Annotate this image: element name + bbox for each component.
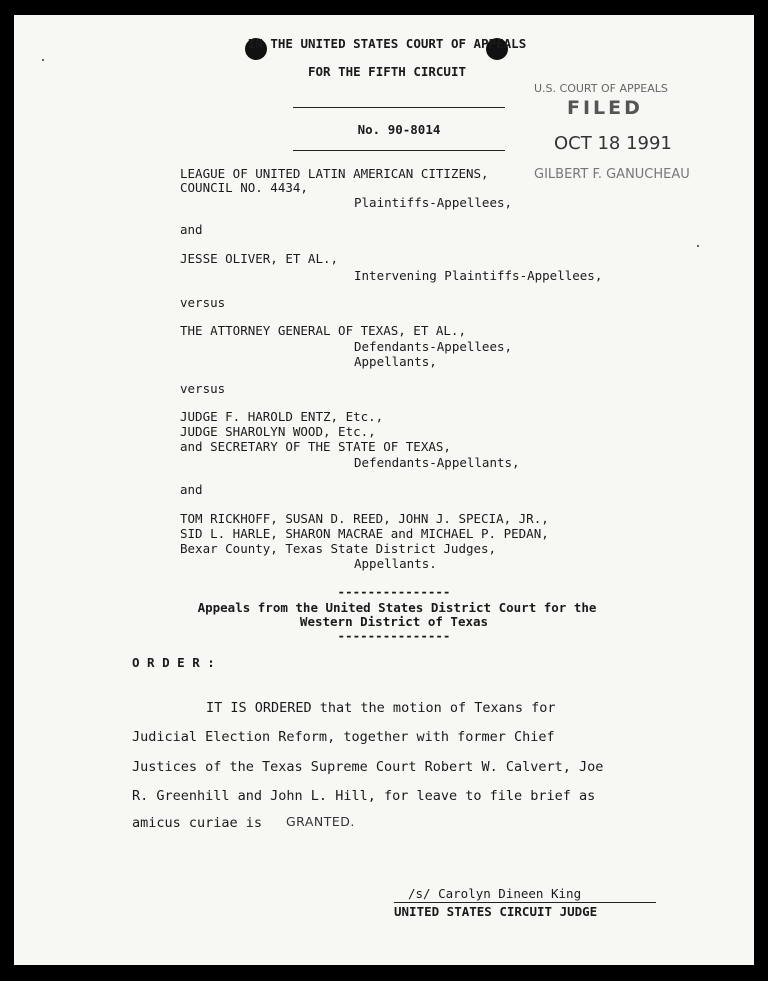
- party-entz-line2: JUDGE SHAROLYN WOOD, Etc.,: [180, 424, 376, 439]
- party-lulac-line1: LEAGUE OF UNITED LATIN AMERICAN CITIZENS,: [180, 166, 489, 181]
- party-rickhoff-role: Appellants.: [354, 556, 437, 571]
- party-rickhoff-line3: Bexar County, Texas State District Judges,: [180, 541, 497, 556]
- speck: [42, 59, 44, 61]
- order-line: Judicial Election Reform, together with former Chief: [132, 729, 555, 745]
- party-attorney-general-role1: Defendants-Appellees,: [354, 339, 513, 354]
- appeal-heading-line1: Appeals from the United States District Court for the: [197, 600, 597, 615]
- party-lulac-line2: COUNCIL NO. 4434,: [180, 180, 308, 195]
- appeal-heading-line2: Western District of Texas: [299, 614, 489, 629]
- divider-dashes-bottom: ---------------: [337, 628, 451, 643]
- order-line: amicus curiae is: [132, 815, 263, 831]
- conjunction-versus: versus: [180, 295, 226, 310]
- party-lulac-role: Plaintiffs-Appellees,: [354, 195, 513, 210]
- stamp-filed: FILED: [567, 97, 643, 119]
- party-entz-line1: JUDGE F. HAROLD ENTZ, Etc.,: [180, 409, 384, 424]
- party-entz-role: Defendants-Appellants,: [354, 455, 520, 470]
- signature-title: UNITED STATES CIRCUIT JUDGE: [394, 904, 598, 919]
- circuit-title: FOR THE FIFTH CIRCUIT: [307, 64, 467, 79]
- conjunction-and: and: [180, 222, 203, 237]
- stamp-date: OCT 18 1991: [554, 133, 672, 154]
- party-oliver: JESSE OLIVER, ET AL.,: [180, 251, 339, 266]
- stamp-court: U.S. COURT OF APPEALS: [534, 82, 668, 95]
- order-line: Justices of the Texas Supreme Court Robert W. Calvert, Joe: [132, 759, 604, 775]
- court-title: IN THE UNITED STATES COURT OF APPEALS: [247, 36, 527, 51]
- party-attorney-general-role2: Appellants,: [354, 354, 437, 369]
- order-line: IT IS ORDERED that the motion of Texans for: [206, 700, 556, 716]
- document-page: [14, 15, 754, 965]
- order-heading: O R D E R :: [132, 655, 215, 670]
- party-entz-line3: and SECRETARY OF THE STATE OF TEXAS,: [180, 439, 451, 454]
- party-attorney-general: THE ATTORNEY GENERAL OF TEXAS, ET AL.,: [180, 323, 466, 338]
- speck: [697, 245, 699, 247]
- signature-name: /s/ Carolyn Dineen King: [408, 886, 582, 901]
- stamp-clerk: GILBERT F. GANUCHEAU: [534, 167, 690, 182]
- conjunction-and: and: [180, 482, 203, 497]
- header-rule-bottom: [293, 150, 505, 151]
- party-oliver-role: Intervening Plaintiffs-Appellees,: [354, 268, 603, 283]
- party-rickhoff-line2: SID L. HARLE, SHARON MACRAE and MICHAEL P. PEDAN,: [180, 526, 549, 541]
- divider-dashes-top: ---------------: [337, 584, 451, 599]
- conjunction-versus: versus: [180, 381, 226, 396]
- header-rule-top: [293, 107, 505, 108]
- order-line: R. Greenhill and John L. Hill, for leave to file brief as: [132, 788, 596, 804]
- granted-stamp: GRANTED.: [286, 814, 355, 829]
- party-rickhoff-line1: TOM RICKHOFF, SUSAN D. REED, JOHN J. SPECIA, JR.,: [180, 511, 549, 526]
- case-number: No. 90-8014: [357, 122, 441, 137]
- signature-rule: [394, 902, 656, 903]
